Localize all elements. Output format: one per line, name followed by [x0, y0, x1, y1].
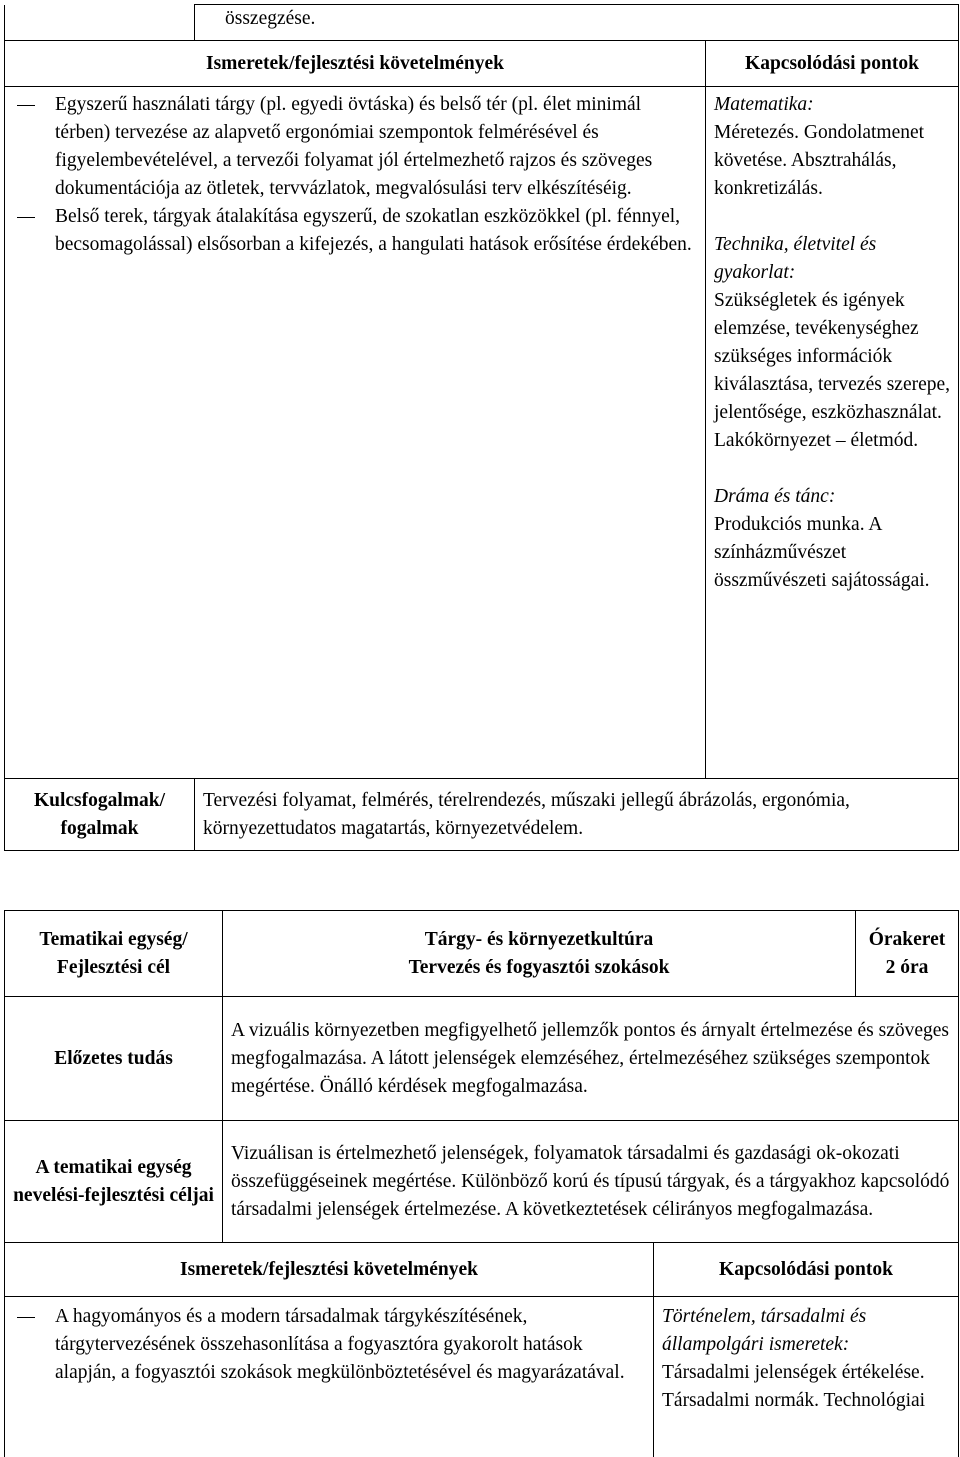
unit-table: [4, 910, 958, 1457]
list-item: Belső terek, tárgyak átalakítása egyszerű, de szokatlan eszközökkel (pl. fénnyel, becsomagolással) elsősorban a kifejezés, a hangulati hatások erősítése érdekében.: [13, 203, 697, 259]
list-item: A hagyományos és a modern társadalmak tárgykészítésének, tárgytervezésének összehasonlítása a fogyasztóra gyakorolt hatások alapján, a fogyasztói szokások megkülönböztetésével és magyarázatával.: [13, 1303, 645, 1387]
requirements-cell: [5, 87, 706, 779]
unit-title-line1: Tárgy- és környezetkultúra: [424, 928, 654, 950]
link-subject: Technika, életvitel és gyakorlat:: [714, 234, 877, 283]
top-table: [4, 4, 958, 851]
link-subject: Történelem, társadalmi és állampolgári ismeretek:: [662, 1306, 867, 1355]
link-subject: Dráma és tánc:: [714, 486, 836, 507]
link-text: Társadalmi jelenségek értékelése. Társadalmi normák. Technológiai: [662, 1362, 926, 1411]
hours-value: 2 óra: [885, 956, 929, 978]
link-text: Szükségletek és igények elemzése, tevékenységhez szükséges információk kiválasztása, tervezés szerepe, jelentősége, eszközhasználat. Lakókörnyezet – életmód.: [714, 290, 951, 451]
link-subject: Matematika:: [714, 94, 814, 115]
unit-title-line2: Tervezés és fogyasztói szokások: [408, 956, 670, 978]
hours-cell: [856, 911, 959, 997]
unit-requirements-header: Ismeretek/fejlesztési követelmények: [5, 1243, 654, 1297]
goals-label: A tematikai egység nevelési-fejlesztési céljai: [5, 1121, 223, 1243]
goals-text: Vizuálisan is értelmezhető jelenségek, folyamatok társadalmi és gazdasági ok-okozati összefüggéseinek megértése. Különböző korú és típusú tárgyak, és a tárgyakhoz kapcsolódó társadalmi jelenségek értelmezése. A következtetések célirányos megfogalmazása.: [223, 1121, 959, 1243]
list-item: Egyszerű használati tárgy (pl. egyedi övtáska) és belső tér (pl. élet minimál térben) tervezése az alapvető ergonómiai szempontok felmérésével és figyelembevételével, a tervezői folyamat jól értelmezhető rajzos és szöveges dokumentációja az ötletek, tervvázlatok, megvalósulási terv elkészítéséig.: [13, 91, 697, 203]
key-concepts-label: Kulcsfogalmak/ fogalmak: [5, 779, 195, 851]
link-text: Méretezés. Gondolatmenet követése. Absztrahálás, konkretizálás.: [714, 122, 925, 199]
continuation-text: összegzése.: [195, 5, 959, 41]
unit-requirements-list: [13, 1303, 645, 1387]
requirements-list: [13, 91, 697, 259]
requirements-header: Ismeretek/fejlesztési követelmények: [5, 41, 706, 87]
links-header: Kapcsolódási pontok: [706, 41, 959, 87]
unit-requirements-cell: [5, 1297, 654, 1457]
prior-knowledge-label: Előzetes tudás: [5, 997, 223, 1121]
unit-title: [223, 911, 856, 997]
unit-links-header: Kapcsolódási pontok: [654, 1243, 959, 1297]
link-text: Produkciós munka. A színházművészet összművészeti sajátosságai.: [714, 514, 930, 591]
hours-label: Órakeret: [868, 928, 946, 950]
unit-label: Tematikai egység/ Fejlesztési cél: [5, 911, 223, 997]
prior-knowledge-text: A vizuális környezetben megfigyelhető jellemzők pontos és árnyalt értelmezése és szöveges megfogalmazása. A látott jelenségek elemzéséhez, értelmezéséhez szükséges szempontok megértése. Önálló kérdések megfogalmazása.: [223, 997, 959, 1121]
links-cell: [706, 87, 959, 779]
empty-cell: [5, 5, 195, 41]
key-concepts-text: Tervezési folyamat, felmérés, térelrendezés, műszaki jellegű ábrázolás, ergonómia, környezettudatos magatartás, környezetvédelem.: [195, 779, 959, 851]
unit-links-cell: [654, 1297, 959, 1457]
